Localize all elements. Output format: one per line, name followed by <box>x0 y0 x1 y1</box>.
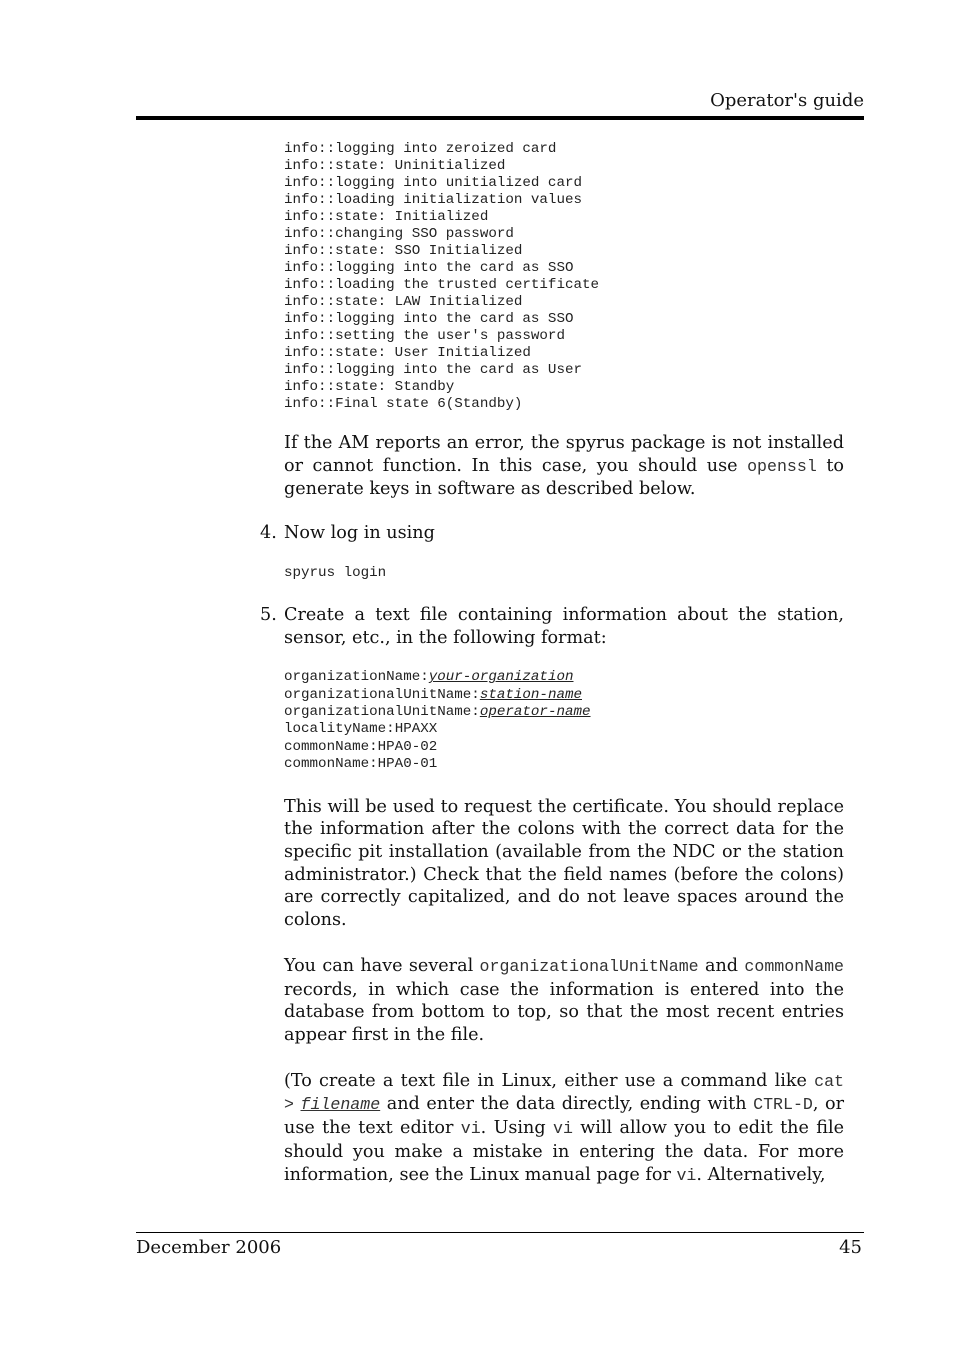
log-line: info::logging into the card as User <box>284 362 582 378</box>
inline-code: vi <box>460 1119 481 1139</box>
log-line: info::state: LAW Initialized <box>284 294 523 310</box>
log-line: info::logging into unitialized card <box>284 175 582 191</box>
log-line: info::loading initialization values <box>284 192 582 208</box>
format-line <box>284 704 591 720</box>
field-name: commonName: <box>284 738 378 755</box>
format-line <box>284 756 437 772</box>
step-number: 5. <box>260 604 277 625</box>
field-placeholder: operator-name <box>479 704 591 721</box>
page-content <box>260 141 844 1187</box>
inline-code: organizationalUnitName <box>479 956 699 976</box>
command-block: spyrus login <box>284 564 387 581</box>
paragraph-replace: This will be used to request the certificate. You should replace the information after the colons with the correct data for the specific pit installation (available from the NDC or the station administrator.) Check that the field names (before the colons) are correctly capitalized, and do not leave spaces around the colons. <box>284 796 844 931</box>
log-line: info::changing SSO password <box>284 226 514 242</box>
format-line <box>284 739 437 755</box>
log-line: info::logging into the card as SSO <box>284 260 574 276</box>
field-name: organizationName: <box>284 669 429 686</box>
log-line: info::state: Initialized <box>284 209 489 225</box>
inline-code: cat > <box>284 1071 844 1115</box>
step-text: Now log in using <box>284 523 435 544</box>
log-line: info::state: User Initialized <box>284 345 531 361</box>
inline-code: vi <box>552 1119 573 1139</box>
format-block <box>284 669 844 773</box>
field-value: HPA0-01 <box>377 756 438 773</box>
paragraph-several-records: You can have several organizationalUnitName and commonName records, in which case the information is entered into the database from bottom to top, so that the most recent entries appear first in the file. <box>284 955 844 1045</box>
log-line: info::loading the trusted certificate <box>284 277 600 293</box>
log-line: info::state: SSO Initialized <box>284 243 523 259</box>
field-placeholder: station-name <box>479 686 582 703</box>
list-item-step-4 <box>260 522 844 545</box>
field-value: HPAXX <box>394 721 438 738</box>
log-output-block <box>284 141 844 413</box>
format-line <box>284 687 582 703</box>
footer-rule <box>136 1232 864 1233</box>
inline-code: vi <box>676 1165 697 1185</box>
inline-code-openssl: openssl <box>747 456 817 476</box>
field-name: localityName: <box>284 721 395 738</box>
log-line: info::setting the user's password <box>284 328 565 344</box>
list-item-step-5 <box>260 604 844 649</box>
step-text: Create a text file containing information about the station, sensor, etc., in the following format: <box>284 604 844 648</box>
format-line <box>284 669 574 685</box>
field-value: HPA0-02 <box>377 738 438 755</box>
log-line: info::state: Uninitialized <box>284 158 506 174</box>
header-rule <box>136 116 864 120</box>
log-line: info::state: Standby <box>284 379 455 395</box>
running-header: Operator's guide <box>710 90 864 111</box>
log-line: info::logging into zeroized card <box>284 141 557 157</box>
paragraph-error: If the AM reports an error, the spyrus package is not installed or cannot function. In this case, you should use openssl to generate keys in software as described below. <box>284 433 844 500</box>
step-number: 4. <box>260 523 277 544</box>
page-number: 45 <box>839 1237 862 1258</box>
field-placeholder: your-organization <box>428 669 574 686</box>
field-name: organizationalUnitName: <box>284 686 480 703</box>
paragraph-linux-text-file: (To create a text file in Linux, either use a command like cat > filename and enter the data directly, ending with CTRL-D, or use the text editor vi. Using vi will allow you to edit the file should you make a mistake in entering the data. For more information, see the Linux manual page for vi. Alternatively, <box>284 1070 844 1185</box>
inline-code-placeholder: filename <box>300 1095 381 1115</box>
field-name: organizationalUnitName: <box>284 704 480 721</box>
format-line <box>284 721 437 737</box>
log-line: info::logging into the card as SSO <box>284 311 574 327</box>
inline-code: CTRL-D <box>753 1095 813 1115</box>
field-name: commonName: <box>284 756 378 773</box>
log-line: info::Final state 6(Standby) <box>284 396 523 412</box>
footer-date: December 2006 <box>136 1237 282 1258</box>
inline-code: commonName <box>744 956 844 976</box>
